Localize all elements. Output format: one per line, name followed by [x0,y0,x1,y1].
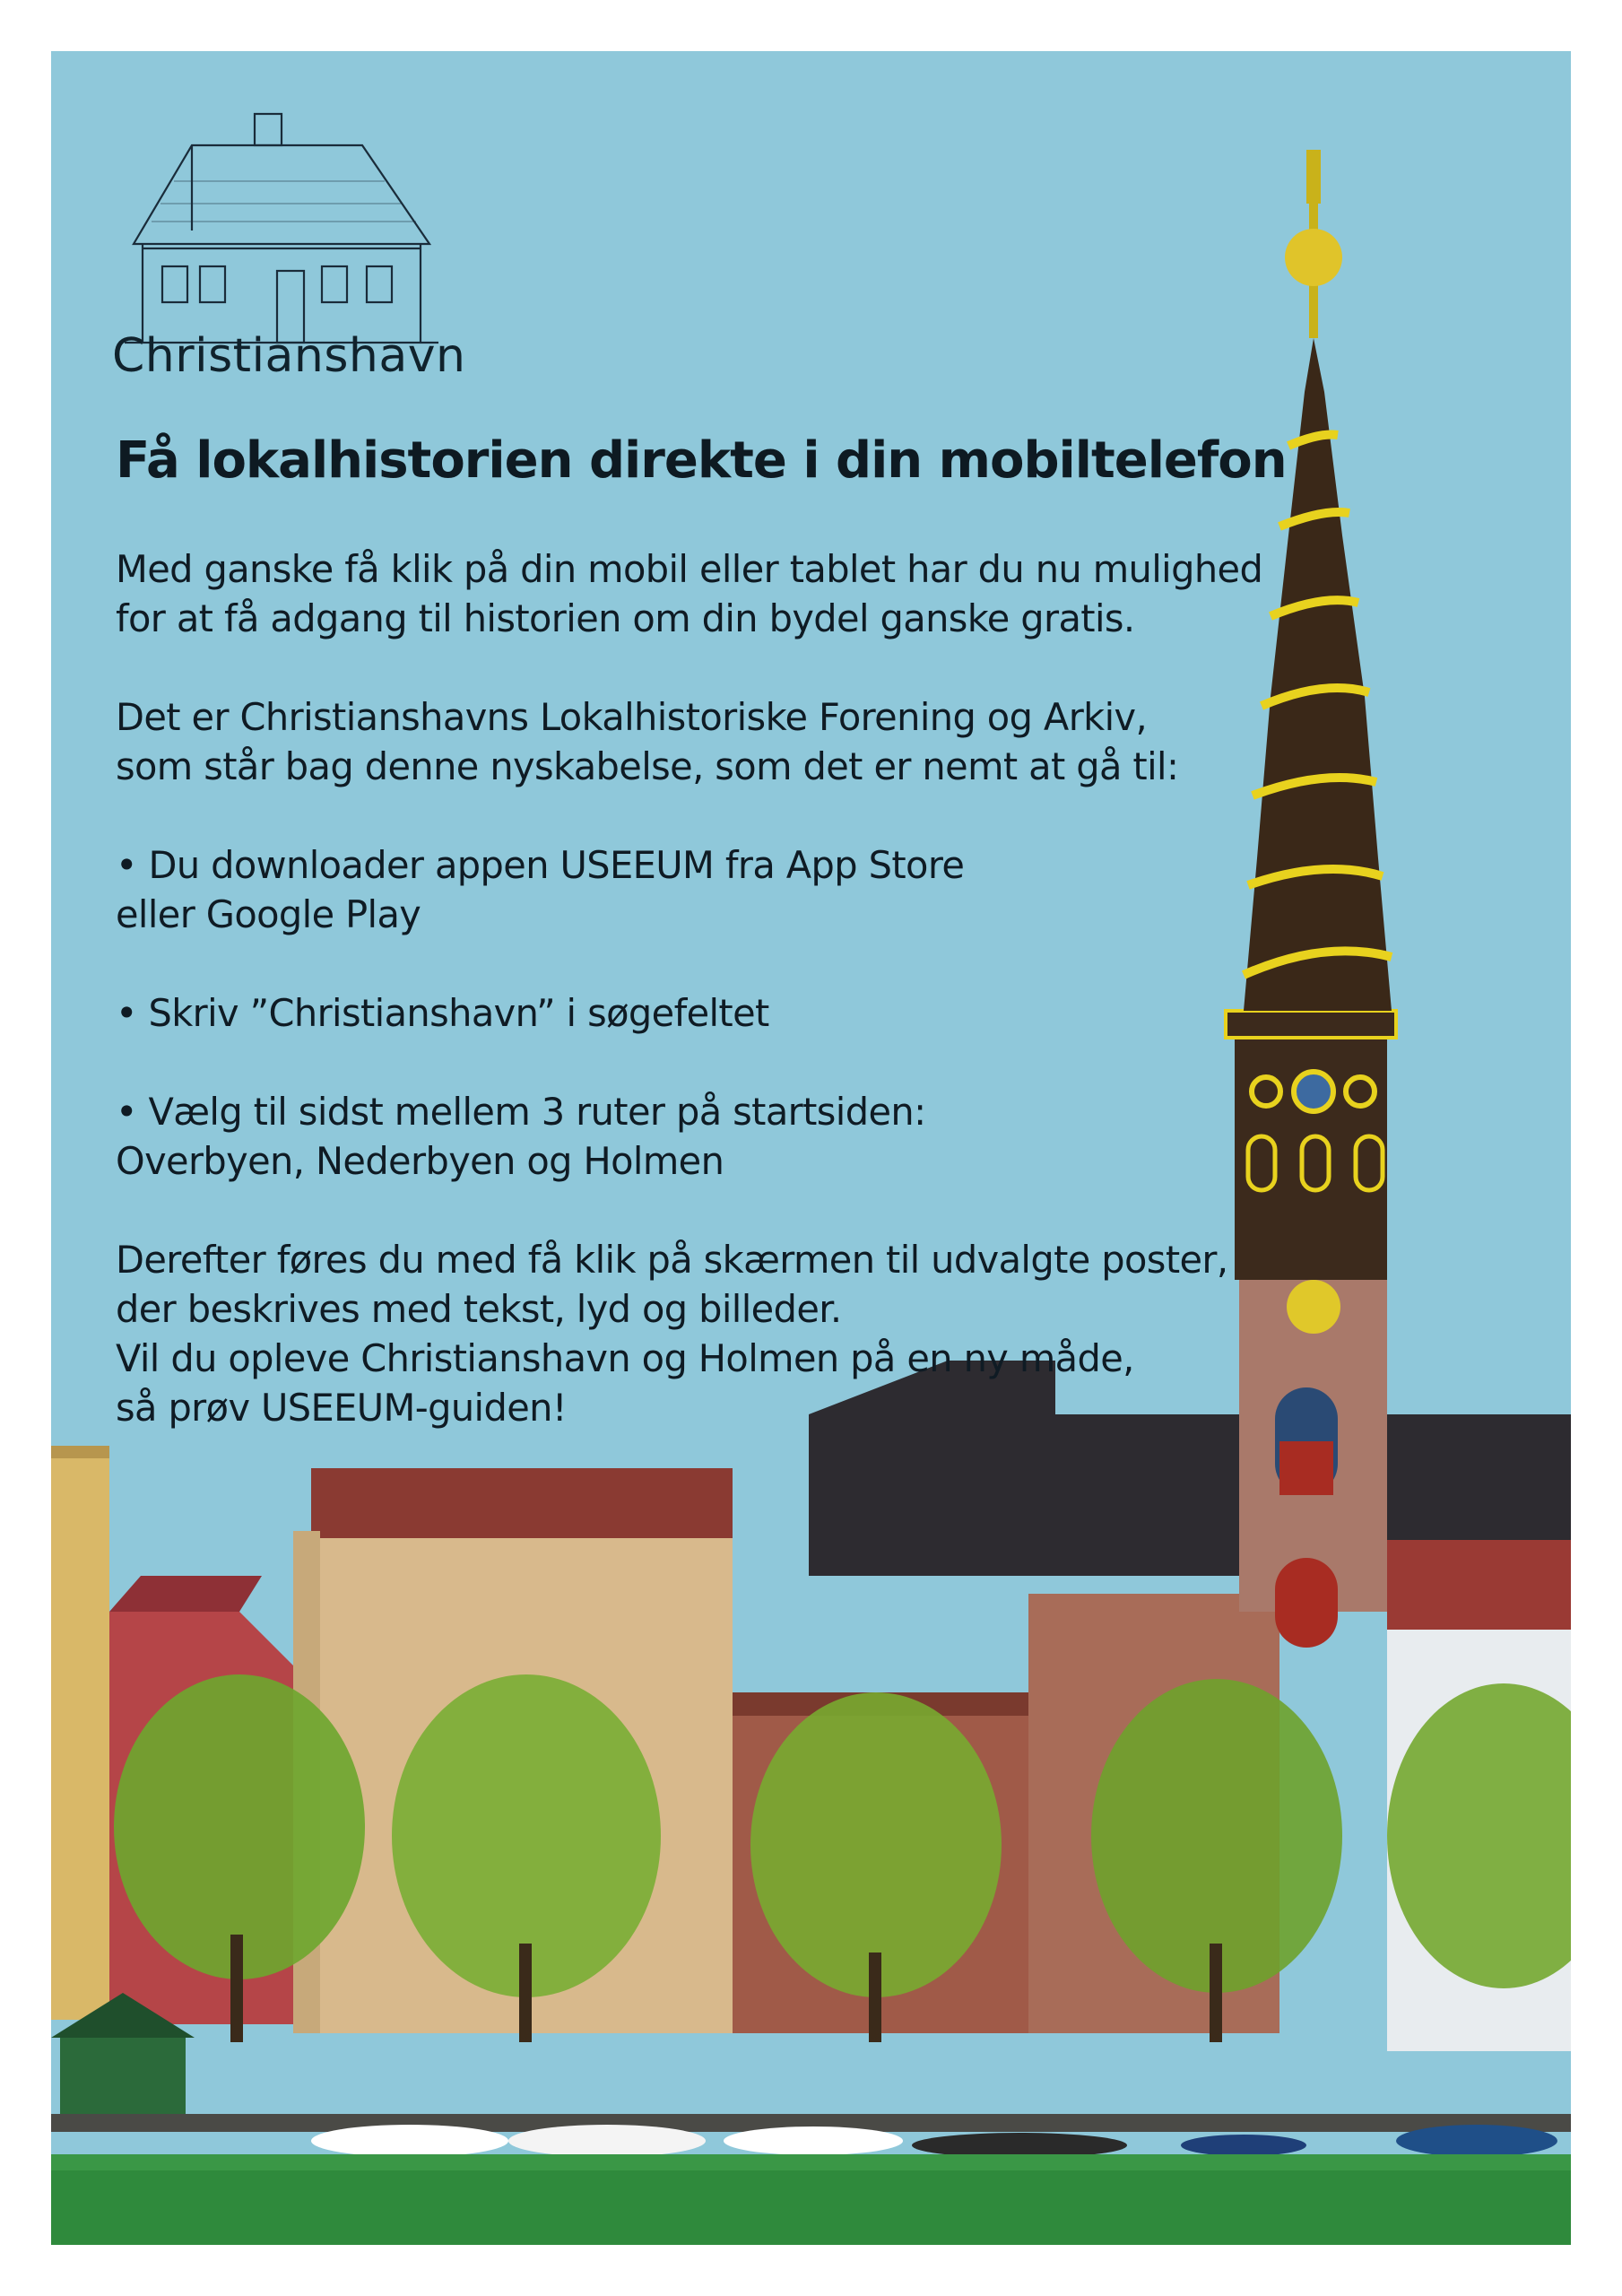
logo-caption: Christianshavn [112,329,466,383]
golden-globe [1285,229,1342,286]
step-choose-line-1: • Vælg til sidst mellem 3 ruter på startsiden: [116,1090,926,1134]
outro-line-2: der beskrives med tekst, lyd og billeder. [116,1287,842,1331]
intro-line-1: Med ganske få klik på din mobil eller tablet har du nu mulighed [116,547,1263,591]
headline: Få lokalhistorien direkte i din mobiltelefon [116,431,1287,490]
organizer-paragraph [116,692,1326,791]
step-search [116,988,1326,1038]
step-choose-line-2: Overbyen, Nederbyen og Holmen [116,1139,724,1183]
step-download-line-1: • Du downloader appen USEEUM fra App Store [116,843,965,887]
poster [51,51,1571,2245]
organizer-line-1: Det er Christianshavns Lokalhistoriske Forening og Arkiv, [116,695,1148,739]
outro-line-1: Derefter føres du med få klik på skærmen til udvalgte poster, [116,1238,1228,1282]
house-drawing-icon [107,96,456,365]
outro-line-4: så prøv USEEUM-guiden! [116,1386,567,1430]
outro-paragraph [116,1235,1326,1432]
step-download-line-2: eller Google Play [116,892,421,936]
step-download [116,840,1326,939]
body-text [116,544,1326,1482]
organizer-line-2: som står bag denne nyskabelse, som det er nemt at gå til: [116,744,1179,788]
intro-line-2: for at få adgang til historien om din bydel ganske gratis. [116,596,1135,640]
step-search-line-1: • Skriv ”Christianshavn” i søgefeltet [116,991,769,1035]
building-yellow-left [51,1446,109,2020]
intro-paragraph [116,544,1326,643]
step-choose-route [116,1087,1326,1186]
tree [114,1674,365,1979]
outro-line-3: Vil du opleve Christianshavn og Holmen på en ny måde, [116,1336,1134,1380]
